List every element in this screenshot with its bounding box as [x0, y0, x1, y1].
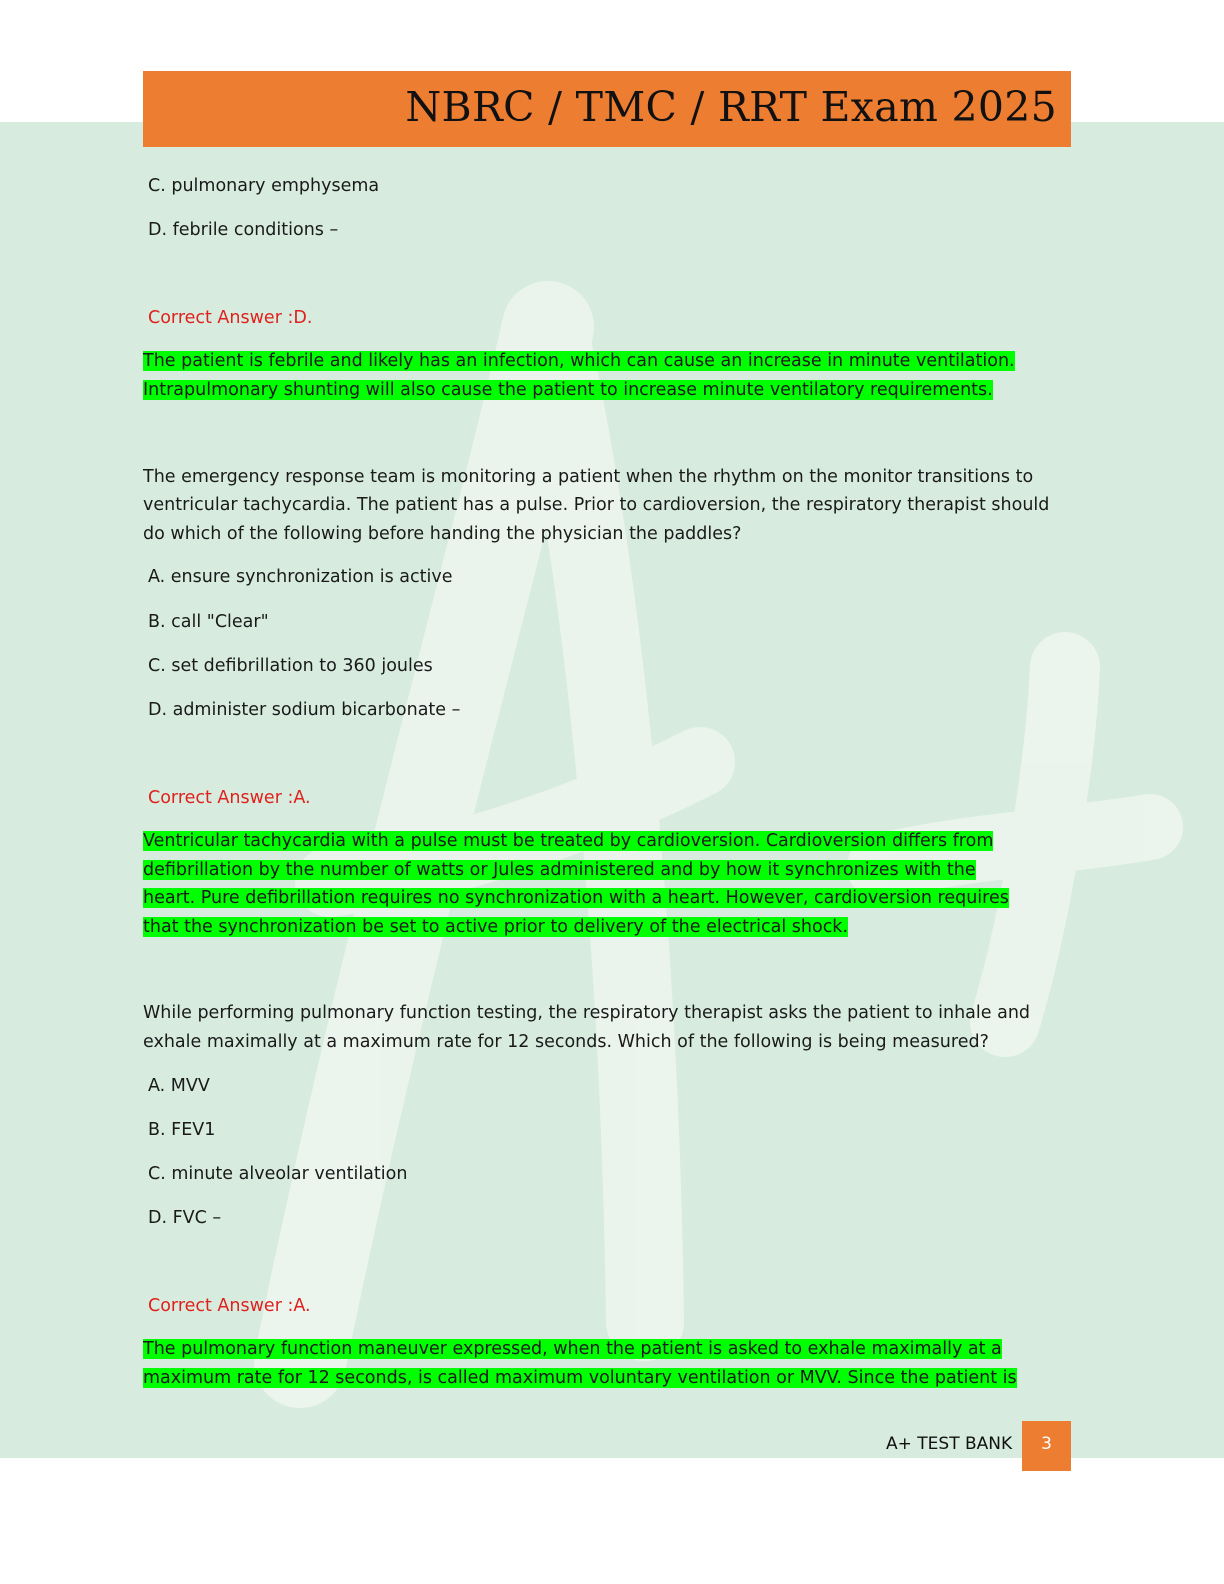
- answer-option-d: D. febrile conditions –: [148, 220, 339, 241]
- explanation-line: The patient is febrile and likely has an infection, which can cause an increase in minute ventilation.: [143, 351, 1015, 372]
- question-block-2: [143, 463, 1073, 942]
- question-text: The emergency response team is monitoring a patient when the rhythm on the monitor transitions to ventricular tachycardia. The patient has a pulse. Prior to cardioversion, the respiratory therapist should do which of the following before handing the physician the paddles?: [143, 466, 1050, 544]
- explanation-line: The pulmonary function maneuver expressed, when the patient is asked to exhale maximally at a: [143, 1339, 1002, 1360]
- answer-option-a: A. MVV: [148, 1075, 210, 1096]
- page-title: NBRC / TMC / RRT Exam 2025: [405, 83, 1057, 131]
- explanation-line: Intrapulmonary shunting will also cause the patient to increase minute ventilatory requirements.: [143, 379, 993, 400]
- correct-answer: Correct Answer :D.: [148, 307, 313, 328]
- answer-option-c: C. minute alveolar ventilation: [148, 1164, 408, 1185]
- explanation: [143, 347, 1073, 404]
- answer-option-b: B. call "Clear": [148, 611, 269, 632]
- answer-option-d: D. FVC –: [148, 1208, 222, 1229]
- explanation-line: maximum rate for 12 seconds, is called maximum voluntary ventilation or MVV. Since the patient is: [143, 1368, 1017, 1388]
- answer-option-c: C. set defibrillation to 360 joules: [148, 655, 433, 676]
- explanation-line: that the synchronization be set to active prior to delivery of the electrical shock.: [143, 916, 849, 937]
- explanation-line: defibrillation by the number of watts or Jules administered and by how it synchronizes with the: [143, 859, 976, 880]
- question-text: While performing pulmonary function testing, the respiratory therapist asks the patient to inhale and exhale maximally at a maximum rate for 12 seconds. Which of the following is being measured?: [143, 1003, 1031, 1053]
- answer-option-a: A. ensure synchronization is active: [148, 567, 453, 588]
- answer-option-c: C. pulmonary emphysema: [148, 176, 380, 196]
- question-block-1: [143, 172, 1073, 405]
- answer-option-b: B. FEV1: [148, 1119, 216, 1140]
- explanation-line: Ventricular tachycardia with a pulse must be treated by cardioversion. Cardioversion differs from: [143, 831, 994, 852]
- header-bar: [143, 71, 1071, 147]
- page-number-badge: [1022, 1421, 1071, 1471]
- footer-label: A+ TEST BANK: [886, 1434, 1013, 1454]
- answer-option-d: D. administer sodium bicarbonate –: [148, 699, 461, 720]
- correct-answer: Correct Answer :A.: [148, 787, 311, 808]
- main-content: [143, 172, 1073, 1451]
- explanation: [143, 1335, 1073, 1392]
- explanation-line: heart. Pure defibrillation requires no synchronization with a heart. However, cardioversion requires: [143, 888, 1009, 909]
- explanation: [143, 827, 1073, 941]
- page-number: 3: [1041, 1434, 1052, 1454]
- question-block-3: [143, 999, 1073, 1392]
- correct-answer: Correct Answer :A.: [148, 1295, 311, 1316]
